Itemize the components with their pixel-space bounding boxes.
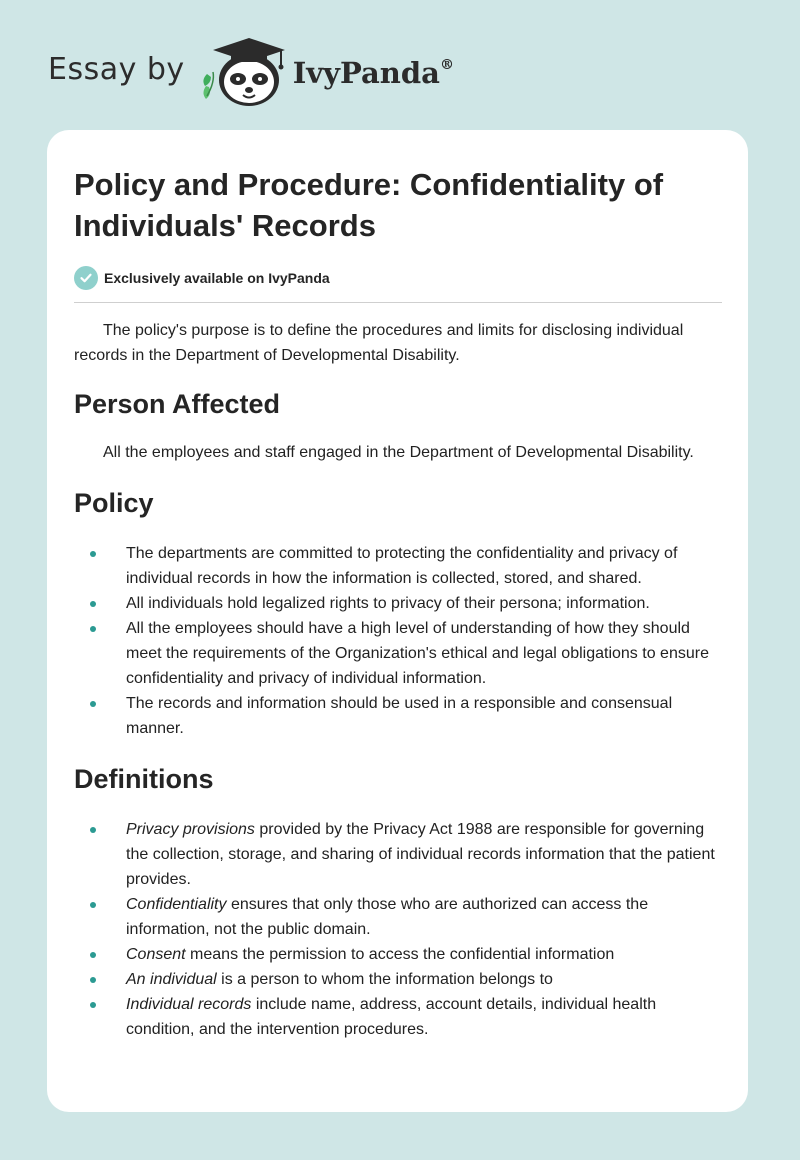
bullet-icon: [90, 827, 96, 833]
bullet-icon: [90, 977, 96, 983]
definition-text: include name, address, account details, individual health condition, and the intervention procedures.: [126, 996, 657, 1038]
definition-item: [126, 967, 722, 992]
list-item-text: The departments are committed to protecting the confidentiality and privacy of individual records in how the information is collected, stored, and shared.: [126, 545, 678, 587]
definition-item: [126, 992, 722, 1042]
panda-logo-icon[interactable]: [197, 34, 291, 108]
definition-term: An individual: [126, 971, 217, 988]
list-item-text: The records and information should be used in a responsible and consensual manner.: [126, 695, 673, 737]
bullet-icon: [90, 902, 96, 908]
definition-item: [126, 817, 722, 892]
definition-item: [126, 892, 722, 942]
definition-item: [126, 942, 722, 967]
heading-person-affected: Person Affected: [74, 389, 281, 419]
brand-name-text: IvyPanda: [292, 56, 440, 90]
list-item-text: All individuals hold legalized rights to privacy of their persona; information.: [126, 595, 650, 612]
bullet-icon: [90, 601, 96, 607]
bullet-icon: [90, 626, 96, 632]
policy-list: [74, 541, 722, 741]
bullet-icon: [90, 1002, 96, 1008]
page-title: Policy and Procedure: Confidentiality of Individuals' Records: [74, 167, 664, 243]
definition-term: Confidentiality: [126, 896, 227, 913]
list-item: [126, 616, 722, 691]
definition-term: Privacy provisions: [126, 821, 255, 838]
bullet-icon: [90, 551, 96, 557]
definition-term: Consent: [126, 946, 186, 963]
definition-text: means the permission to access the confidential information: [185, 946, 615, 963]
definition-text: ensures that only those who are authorized can access the information, not the public domain.: [126, 896, 649, 938]
essay-card: [47, 130, 748, 1112]
bullet-icon: [90, 952, 96, 958]
checkmark-icon: [74, 266, 98, 290]
list-item: [126, 591, 722, 616]
brand-name: [293, 56, 454, 90]
brand-header: [48, 34, 454, 108]
definition-term: Individual records: [126, 996, 252, 1013]
exclusive-badge: [74, 266, 722, 303]
list-item: [126, 541, 722, 591]
badge-label: Exclusively available on IvyPanda: [104, 270, 330, 286]
registered-mark: ®: [439, 57, 454, 73]
intro-paragraph: The policy's purpose is to define the procedures and limits for disclosing individual records in the Department of Developmental Disability.: [74, 322, 684, 364]
heading-policy: Policy: [74, 488, 154, 518]
person-affected-paragraph: All the employees and staff engaged in the Department of Developmental Disability.: [103, 444, 694, 461]
list-item-text: All the employees should have a high level of understanding of how they should meet the requirements of the Organization's ethical and legal obligations to ensure confidentiality and privacy of individual information.: [126, 620, 709, 687]
definition-text: is a person to whom the information belongs to: [216, 971, 553, 988]
definitions-list: [74, 817, 722, 1042]
brand-prefix: Essay by: [48, 51, 185, 87]
definition-text: provided by the Privacy Act 1988 are responsible for governing the collection, storage, and sharing of individual records information that the patient provides.: [126, 821, 715, 888]
heading-definitions: Definitions: [74, 764, 214, 794]
bullet-icon: [90, 701, 96, 707]
list-item: [126, 691, 722, 741]
